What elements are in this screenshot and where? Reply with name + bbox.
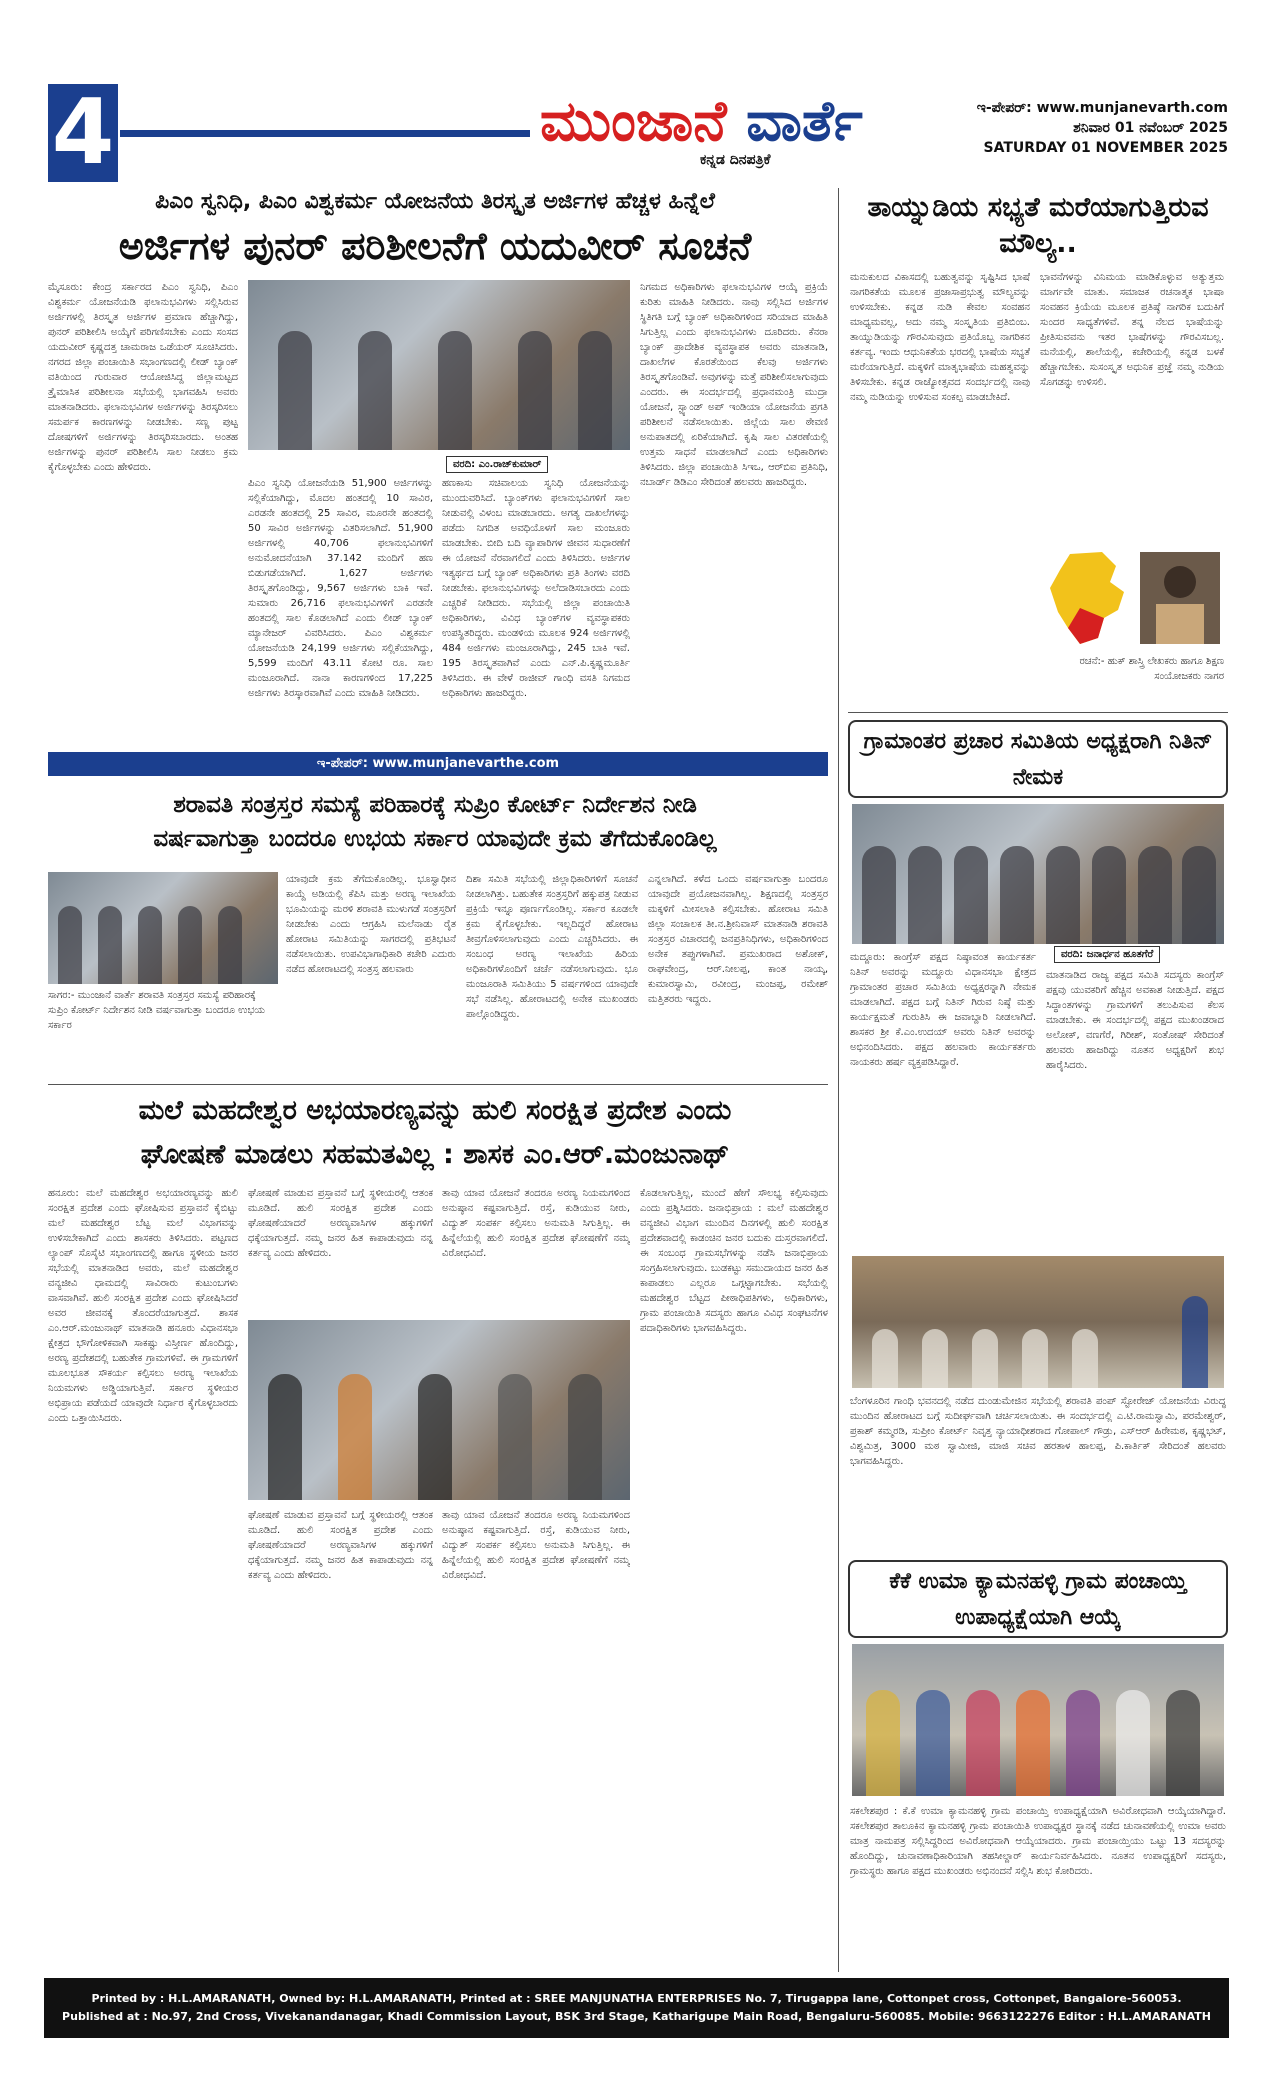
story1-kicker: ಪಿಎಂ ಸ್ವನಿಧಿ, ಪಿಎಂ ವಿಶ್ವಕರ್ಮ ಯೋಜನೆಯ ತಿರಸ್ಕೃತ ಅರ್ಜಿಗಳ ಹೆಚ್ಚಳ ಹಿನ್ನೆಲೆ — [155, 189, 715, 214]
story3-column-2b: ಘೋಷಣೆ ಮಾಡುವ ಪ್ರಸ್ತಾವನೆ ಬಗ್ಗೆ ಸ್ಥಳೀಯರಲ್ಲಿ ಆತಂಕ ಮೂಡಿದೆ. ಹುಲಿ ಸಂರಕ್ಷಿತ ಪ್ರದೇಶ ಎಂದು ಘೋಷಣೆಯಾದರೆ ಅರಣ್ಯವಾಸಿಗಳ ಹಕ್ಕುಗಳಿಗೆ ಧಕ್ಕೆಯಾಗುತ್ತದೆ. ನಮ್ಮ ಜನರ ಹಿತ ಕಾಪಾಡುವುದು ನನ್ನ ಕರ್ತವ್ಯ ಎಂದು ಹೇಳಿದರು. — [248, 1510, 433, 1581]
side1-rule — [848, 712, 1228, 713]
masthead-epaper: ಇ-ಪೇಪರ್: www.munjanevarth.com — [976, 100, 1228, 116]
masthead-info — [920, 98, 1228, 158]
imprint-footer — [44, 1978, 1229, 2038]
story2-rule — [48, 1084, 828, 1085]
karnataka-map-graphic — [1040, 548, 1224, 648]
story1-column-2: ಪಿಎಂ ಸ್ವನಿಧಿ ಯೋಜನೆಯಡಿ 51,900 ಅರ್ಜಿಗಳನ್ನು ಸಲ್ಲಿಕೆಯಾಗಿದ್ದು, ಮೊದಲ ಹಂತದಲ್ಲಿ 10 ಸಾವಿರ, ಎರಡನೇ ಹಂತದಲ್ಲಿ 25 ಸಾವಿರ, ಮೂರನೇ ಹಂತದಲ್ಲಿ 50 ಸಾವಿರ ಅರ್ಜಿಗಳನ್ನು ವಿತರಿಸಲಾಗಿದೆ. 51,900 ಅರ್ಜಿಗಳಲ್ಲಿ 40,706 ಫಲಾನುಭವಿಗಳಿಗೆ ಅನುಮೋದನೆಯಾಗಿ 37.142 ಮಂದಿಗೆ ಹಣ ಬಿಡುಗಡೆಯಾಗಿದೆ. 1,627 ಅರ್ಜಿಗಳು ತಿರಸ್ಕೃತಗೊಂಡಿದ್ದು, 9,567 ಅರ್ಜಿಗಳು ಬಾಕಿ ಇವೆ. ಸುಮಾರು 26,716 ಫಲಾನುಭವಿಗಳಿಗೆ ಎರಡನೇ ಹಂತದಲ್ಲಿ ಸಾಲ ಕೊಡಲಾಗಿದೆ ಎಂದು ಲೀಡ್ ಬ್ಯಾಂಕ್ ಮ್ಯಾನೇಜರ್ ವಿವರಿಸಿದರು. ಪಿಎಂ ವಿಶ್ವಕರ್ಮ ಯೋಜನೆಯಡಿ 24,199 ಅರ್ಜಿಗಳು ಸಲ್ಲಿಕೆಯಾಗಿದ್ದು, 5,599 ಮಂದಿಗೆ 43.11 ಕೋಟಿ ರೂ. ಸಾಲ ಮಂಜೂರಾಗಿದೆ. ನಾನಾ ಕಾರಣಗಳಿಂದ 17,225 ಅರ್ಜಿಗಳು ತಿರಸ್ಕಾರವಾಗಿವೆ ಎಂದು ಮಾಹಿತಿ ನೀಡಿದರು. — [248, 478, 433, 699]
side2-column-2: ಮಾತನಾಡಿದ ರಾಜ್ಯ ಪಕ್ಷದ ಸಮಿತಿ ಸದಸ್ಯರು ಕಾಂಗ್ರೆಸ್ ಪಕ್ಷವು ಯುವಕರಿಗೆ ಹೆಚ್ಚಿನ ಅವಕಾಶ ನೀಡುತ್ತಿದೆ. ಪಕ್ಷದ ಸಿದ್ಧಾಂತಗಳನ್ನು ಗ್ರಾಮಗಳಿಗೆ ತಲುಪಿಸುವ ಕೆಲಸ ಮಾಡಬೇಕು. ಈ ಸಂದರ್ಭದಲ್ಲಿ ಪಕ್ಷದ ಮುಖಂಡರಾದ ಅಲೋಕ್, ವಣಗೆರೆ, ಗಿರೀಶ್, ಸಂತೋಷ್ ಸೇರಿದಂತೆ ಹಲವರು ಹಾಜರಿದ್ದು ನೂತನ ಅಧ್ಯಕ್ಷರಿಗೆ ಶುಭ ಹಾರೈಸಿದರು. — [1046, 970, 1224, 1071]
side2-headline: ಗ್ರಾಮಾಂತರ ಪ್ರಚಾರ ಸಮಿತಿಯ ಅಧ್ಯಕ್ಷರಾಗಿ ನಿತಿನ್ ನೇಮಕ — [848, 720, 1228, 798]
side1-column-1: ಮನುಕುಲದ ವಿಕಾಸದಲ್ಲಿ ಬಹುತ್ವವನ್ನು ಸೃಷ್ಟಿಸಿದ ಭಾಷೆ ನಾಗರಿಕತೆಯ ಮೂಲಕ ಪ್ರಜಾಸಾಪ್ರಭುತ್ವ ಮೌಲ್ಯವನ್ನು ಉಳಿಸಬೇಕು. ಕನ್ನಡ ನುಡಿ ಕೇವಲ ಸಂವಹನ ಮಾಧ್ಯಮವಲ್ಲ, ಅದು ನಮ್ಮ ಸಂಸ್ಕೃತಿಯ ಪ್ರತಿಬಿಂಬ. ತಾಯ್ನುಡಿಯನ್ನು ಗೌರವಿಸುವುದು ಪ್ರತಿಯೊಬ್ಬ ನಾಗರಿಕನ ಕರ್ತವ್ಯ. ಇಂದು ಆಧುನಿಕತೆಯ ಭರದಲ್ಲಿ ಭಾಷೆಯ ಸಭ್ಯತೆ ಮರೆಯಾಗುತ್ತಿದೆ. ಮಕ್ಕಳಿಗೆ ಮಾತೃಭಾಷೆಯ ಮಹತ್ವವನ್ನು ತಿಳಿಸಬೇಕು. ಕನ್ನಡ ರಾಜ್ಯೋತ್ಸವದ ಸಂದರ್ಭದಲ್ಲಿ ನಾವು ನಮ್ಮ ನುಡಿಯನ್ನು ಉಳಿಸುವ ಸಂಕಲ್ಪ ಮಾಡಬೇಕಿದೆ. — [850, 272, 1030, 403]
story3-photo — [248, 1320, 630, 1500]
side4-photo — [852, 1644, 1224, 1796]
story2-column-1: ಯಾವುದೇ ಕ್ರಮ ತೆಗೆದುಕೊಂಡಿಲ್ಲ. ಭೂಸ್ವಾಧೀನ ಕಾಯ್ದೆ ಅಡಿಯಲ್ಲಿ ಕೆಪಿಸಿ ಮತ್ತು ಅರಣ್ಯ ಇಲಾಖೆಯ ಭೂಮಿಯನ್ನು ಮರಳಿ ಶರಾವತಿ ಮುಳುಗಡೆ ಸಂತ್ರಸ್ತರಿಗೆ ನೀಡಬೇಕು ಎಂದು ಆಗ್ರಹಿಸಿ ಮಲೆನಾಡು ರೈತ ಹೋರಾಟ ಸಮಿತಿಯನ್ನು ಸಾಗರದಲ್ಲಿ ಪ್ರತಿಭಟನೆ ನಡೆಸಲಾಯಿತು. ಉಪವಿಭಾಗಾಧಿಕಾರಿ ಕಚೇರಿ ಎದುರು ನಡೆದ ಹೋರಾಟದಲ್ಲಿ ಸಂತ್ರಸ್ತ ಹಲವಾರು — [286, 874, 456, 975]
story3-column-1: ಹನೂರು: ಮಲೆ ಮಹದೇಶ್ವರ ಅಭಯಾರಣ್ಯವನ್ನು ಹುಲಿ ಸಂರಕ್ಷಿತ ಪ್ರದೇಶ ಎಂದು ಘೋಷಿಸುವ ಪ್ರಸ್ತಾವನೆ ಕೈಬಿಟ್ಟು ಮಲೆ ಮಹದೇಶ್ವರ ಬೆಟ್ಟ ಮಲೆ ವಿಭಾಗವನ್ನು ಉಳಿಸಬೇಕಾಗಿದೆ ಎಂದು ಶಾಸಕರು ತಿಳಿಸಿದರು. ಪಟ್ಟಣದ ಲ್ಯಾಂಪ್ ಸೊಸೈಟಿ ಸಭಾಂಗಣದಲ್ಲಿ ಹಾಗೂ ಸ್ಥಳೀಯ ಜನರ ಸಭೆಯಲ್ಲಿ ಮಾತನಾಡಿದ ಅವರು, ಮಲೆ ಮಹದೇಶ್ವರ ವನ್ಯಜೀವಿ ಧಾಮದಲ್ಲಿ ಸಾವಿರಾರು ಕುಟುಂಬಗಳು ವಾಸವಾಗಿವೆ. ಹುಲಿ ಸಂರಕ್ಷಿತ ಪ್ರದೇಶ ಎಂದು ಘೋಷಿಸಿದರೆ ಅವರ ಜೀವನಕ್ಕೆ ತೊಂದರೆಯಾಗುತ್ತದೆ. ಶಾಸಕ ಎಂ.ಆರ್.ಮಂಜುನಾಥ್ ಮಾತನಾಡಿ ಹನೂರು ವಿಧಾನಸಭಾ ಕ್ಷೇತ್ರದ ಭೌಗೋಳಿಕವಾಗಿ ಸಾಕಷ್ಟು ವಿಸ್ತೀರ್ಣ ಹೊಂದಿದ್ದು, ಅರಣ್ಯ ಪ್ರದೇಶದಲ್ಲಿ ಬಹುತೇಕ ಗ್ರಾಮಗಳಿವೆ. ಈ ಗ್ರಾಮಗಳಿಗೆ ಮೂಲಭೂತ ಸೌಕರ್ಯ ಕಲ್ಪಿಸಲು ಅರಣ್ಯ ಇಲಾಖೆಯ ನಿಯಮಗಳು ಅಡ್ಡಿಯಾಗುತ್ತಿವೆ. ಸರ್ಕಾರ ಸ್ಥಳೀಯರ ಅಭಿಪ್ರಾಯ ಪಡೆಯದೆ ಯಾವುದೇ ನಿರ್ಧಾರ ಕೈಗೊಳ್ಳಬಾರದು ಎಂದು ಒತ್ತಾಯಿಸಿದರು. — [48, 1188, 238, 1424]
side3-photo — [852, 1256, 1224, 1388]
story3-headline-2: ಘೋಷಣೆ ಮಾಡಲು ಸಹಮತವಿಲ್ಲ : ಶಾಸಕ ಎಂ.ಆರ್.ಮಂಜುನಾಥ್ — [140, 1139, 730, 1170]
story2-headline-2: ವರ್ಷವಾಗುತ್ತಾ ಬಂದರೂ ಉಭಯ ಸರ್ಕಾರ ಯಾವುದೇ ಕ್ರಮ ತೆಗೆದುಕೊಂಡಿಲ್ಲ — [153, 826, 717, 852]
story1-headline: ಅರ್ಜಿಗಳ ಪುನರ್ ಪರಿಶೀಲನೆಗೆ ಯದುವೀರ್ ಸೂಚನೆ — [118, 224, 752, 268]
story3-column-4: ಕೊಡಲಾಗುತ್ತಿಲ್ಲ, ಮುಂದೆ ಹೇಗೆ ಸೌಲಭ್ಯ ಕಲ್ಪಿಸುವುದು ಎಂದು ಪ್ರಶ್ನಿಸಿದರು. ಜನಾಭಿಪ್ರಾಯ : ಮಲೆ ಮಹದೇಶ್ವರ ವನ್ಯಜೀವಿ ವಿಭಾಗ ಮುಂದಿನ ದಿನಗಳಲ್ಲಿ ಹುಲಿ ಸಂರಕ್ಷಿತ ಪ್ರದೇಶವಾದಲ್ಲಿ ಕಾಡಂಚಿನ ಜನರ ಬದುಕು ದುಸ್ತರವಾಗಲಿದೆ. ಈ ಸಂಬಂಧ ಗ್ರಾಮಸಭೆಗಳನ್ನು ನಡೆಸಿ ಜನಾಭಿಪ್ರಾಯ ಸಂಗ್ರಹಿಸಲಾಗುವುದು. ಬುಡಕಟ್ಟು ಸಮುದಾಯದ ಜನರ ಹಿತ ಕಾಪಾಡಲು ಎಲ್ಲರೂ ಒಗ್ಗಟ್ಟಾಗಬೇಕು. ಸಭೆಯಲ್ಲಿ ಮಹದೇಶ್ವರ ಬೆಟ್ಟದ ಪೀಠಾಧಿಪತಿಗಳು, ಅಧಿಕಾರಿಗಳು, ಗ್ರಾಮ ಪಂಚಾಯಿತಿ ಸದಸ್ಯರು ಹಾಗೂ ವಿವಿಧ ಸಂಘಟನೆಗಳ ಪದಾಧಿಕಾರಿಗಳು ಭಾಗವಹಿಸಿದ್ದರು. — [640, 1188, 828, 1334]
masthead-date-en: SATURDAY 01 NOVEMBER 2025 — [983, 140, 1228, 156]
side4-headline: ಕೆಕೆ ಉಮಾ ಕ್ಯಾಮನಹಳ್ಳಿ ಗ್ರಾಮ ಪಂಚಾಯ್ತಿ ಉಪಾಧ್ಯಕ್ಷೆಯಾಗಿ ಆಯ್ಕೆ — [848, 1560, 1228, 1638]
imprint-line-1: Printed by : H.L.AMARANATH, Owned by: H.L.AMARANATH, Printed at : SREE MANJUNATHA ENTERPRISES No. 7, Tirugappa lane, Cottonpet cross, Cottonpet, Bangalore-560053. — [91, 1992, 1182, 2005]
story3-headline-1: ಮಲೆ ಮಹದೇಶ್ವರ ಅಭಯಾರಣ್ಯವನ್ನು ಹುಲಿ ಸಂರಕ್ಷಿತ ಪ್ರದೇಶ ಎಂದು — [138, 1095, 732, 1126]
side1-author: ರಚನೆ:- ಹುಕ್ ಶಾಸ್ತ್ರಿ ಲೇಖಕರು ಹಾಗೂ ಶಿಕ್ಷಣ ಸಂಯೋಜಕರು ನಾಗರ — [1079, 656, 1224, 682]
story2-photo — [48, 872, 278, 984]
side3-caption: ಬೆಂಗಳೂರಿನ ಗಾಂಧಿ ಭವನದಲ್ಲಿ ನಡೆದ ದುಂಡುಮೇಜಿನ ಸಭೆಯಲ್ಲಿ ಶರಾವತಿ ಪಂಪ್ ಸ್ಟೋರೇಜ್ ಯೋಜನೆಯ ವಿರುದ್ಧ ಮುಂದಿನ ಹೋರಾಟದ ಬಗ್ಗೆ ಸುದೀರ್ಘವಾಗಿ ಚರ್ಚಿಸಲಾಯಿತು. ಈ ಸಂದರ್ಭದಲ್ಲಿ ಎ.ಟಿ.ರಾಮಸ್ವಾಮಿ, ಪರಮೇಶ್ವರ್, ಪ್ರಕಾಶ್ ಕಮ್ಮರಡಿ, ಸುಪ್ರೀಂ ಕೋರ್ಟ್ ನಿವೃತ್ತ ನ್ಯಾಯಾಧೀಶರಾದ ಗೋಪಾಲ್ ಗೌಡ್ರು, ಎಸ್‌ಆರ್ ಹಿರೇಮಠ, ಕೃಷ್ಣಭಟ್, ವಿಶ್ವಮಿತ್ರ, 3000 ಮಠ ಸ್ವಾಮೀಜಿ, ಮಾಜಿ ಸಚಿವ ಹರತಾಳ ಹಾಲಪ್ಪ, ಪಿ.ಕಾರ್ತಿಕ್ ಸೇರಿದಂತೆ ಹಲವರು ಭಾಗವಹಿಸಿದ್ದರು. — [850, 1396, 1226, 1467]
author-photo-body — [1156, 604, 1204, 644]
side1-headline: ತಾಯ್ನುಡಿಯ ಸಭ್ಯತೆ ಮರೆಯಾಗುತ್ತಿರುವ ಮೌಲ್ಯ.. — [867, 192, 1209, 259]
story3-column-2: ಘೋಷಣೆ ಮಾಡುವ ಪ್ರಸ್ತಾವನೆ ಬಗ್ಗೆ ಸ್ಥಳೀಯರಲ್ಲಿ ಆತಂಕ ಮೂಡಿದೆ. ಹುಲಿ ಸಂರಕ್ಷಿತ ಪ್ರದೇಶ ಎಂದು ಘೋಷಣೆಯಾದರೆ ಅರಣ್ಯವಾಸಿಗಳ ಹಕ್ಕುಗಳಿಗೆ ಧಕ್ಕೆಯಾಗುತ್ತದೆ. ನಮ್ಮ ಜನರ ಹಿತ ಕಾಪಾಡುವುದು ನನ್ನ ಕರ್ತವ್ಯ ಎಂದು ಹೇಳಿದರು. — [248, 1188, 433, 1259]
author-photo-head — [1164, 566, 1196, 598]
epaper-band: ಇ-ಪೇಪರ್: www.munjanevarthe.com — [48, 752, 828, 776]
story3-column-3: ತಾವು ಯಾವ ಯೋಜನೆ ತಂದರೂ ಅರಣ್ಯ ನಿಯಮಗಳಿಂದ ಅನುಷ್ಠಾನ ಕಷ್ಟವಾಗುತ್ತಿದೆ. ರಸ್ತೆ, ಕುಡಿಯುವ ನೀರು, ವಿದ್ಯುತ್ ಸಂಪರ್ಕ ಕಲ್ಪಿಸಲು ಅನುಮತಿ ಸಿಗುತ್ತಿಲ್ಲ. ಈ ಹಿನ್ನೆಲೆಯಲ್ಲಿ ಹುಲಿ ಸಂರಕ್ಷಿತ ಪ್ರದೇಶ ಘೋಷಣೆಗೆ ನಮ್ಮ ವಿರೋಧವಿದೆ. — [442, 1188, 630, 1259]
story2-column-3: ಎನ್ನಲಾಗಿದೆ. ಕಳೆದ ಒಂದು ವರ್ಷವಾಗುತ್ತಾ ಬಂದರೂ ಯಾವುದೇ ಪ್ರಯೋಜನವಾಗಿಲ್ಲ. ಶಿಕ್ಷಣದಲ್ಲಿ ಸಂತ್ರಸ್ತರ ಮಕ್ಕಳಿಗೆ ಮೀಸಲಾತಿ ಕಲ್ಪಿಸಬೇಕು. ಹೋರಾಟ ಸಮಿತಿ ಜಿಲ್ಲಾ ಸಂಚಾಲಕ ತೀ.ನ.ಶ್ರೀನಿವಾಸ್ ಮಾತನಾಡಿ ಶರಾವತಿ ಸಂತ್ರಸ್ತರ ವಿಚಾರದಲ್ಲಿ ಜನಪ್ರತಿನಿಧಿಗಳು, ಅಧಿಕಾರಿಗಳಿಂದ ಅನೇಕ ತಪ್ಪುಗಳಾಗಿವೆ. ಪ್ರಮುಖರಾದ ಅಶೋಕ್, ರಾಘವೇಂದ್ರ, ಆರ್.ನೀಲಪ್ಪ, ಕಾಂತ ನಾಯ್ಕ, ಕುಮಾರಸ್ವಾಮಿ, ರವೀಂದ್ರ, ಮಂಜಪ್ಪ, ರಮೇಶ್ ಮತ್ತಿತರರು ಇದ್ದರು. — [648, 874, 828, 1005]
story2-headline-1: ಶರಾವತಿ ಸಂತ್ರಸ್ತರ ಸಮಸ್ಯೆ ಪರಿಹಾರಕ್ಕೆ ಸುಪ್ರಿಂ ಕೋರ್ಟ್ ನಿರ್ದೇಶನ ನೀಡಿ — [173, 792, 697, 818]
masthead-date-kn: ಶನಿವಾರ 01 ನವೆಂಬರ್ 2025 — [1073, 120, 1228, 136]
side1-column-2: ಭಾವನೆಗಳನ್ನು ವಿನಿಮಯ ಮಾಡಿಕೊಳ್ಳುವ ಅತ್ಯುತ್ತಮ ಮಾರ್ಗವೇ ಮಾತು. ಸಮಾಜಕ ರಚನಾತ್ಮಕ ಭಾಷಾ ಸಂವಹನ ಕ್ರಿಯೆಯ ಮೂಲಕ ಪ್ರತಿಷ್ಠೆ ನಾಗರಿಕ ಬದುಕಿಗೆ ಸುಂದರ ಸಾಧ್ಯತೆಗಳಿವೆ. ತನ್ನ ನೆಲದ ಭಾಷೆಯನ್ನು ಪ್ರೀತಿಸುವವನು ಇತರ ಭಾಷೆಗಳನ್ನು ಗೌರವಿಸಬಲ್ಲ. ಮನೆಯಲ್ಲಿ, ಶಾಲೆಯಲ್ಲಿ, ಕಚೇರಿಯಲ್ಲಿ ಕನ್ನಡ ಬಳಕೆ ಹೆಚ್ಚಾಗಬೇಕು. ಸುಸಂಸ್ಕೃತ ಅಧುನಿಕ ಪ್ರಜ್ಞೆ ನಮ್ಮ ನುಡಿಯ ಸೊಗಡನ್ನು ಉಳಿಸಲಿ. — [1040, 272, 1224, 388]
side2-photo — [852, 804, 1224, 944]
story2-caption: ಸಾಗರ:- ಮುಂಜಾನೆ ವಾರ್ತೆ ಶರಾವತಿ ಸಂತ್ರಸ್ತರ ಸಮಸ್ಯೆ ಪರಿಹಾರಕ್ಕೆ ಸುಪ್ರಿಂ ಕೋರ್ಟ್ ನಿರ್ದೇಶನ ನೀಡಿ ವರ್ಷವಾಗುತ್ತಾ ಬಂದರೂ ಉಭಯ ಸರ್ಕಾರ — [48, 990, 265, 1031]
story3-column-3b: ತಾವು ಯಾವ ಯೋಜನೆ ತಂದರೂ ಅರಣ್ಯ ನಿಯಮಗಳಿಂದ ಅನುಷ್ಠಾನ ಕಷ್ಟವಾಗುತ್ತಿದೆ. ರಸ್ತೆ, ಕುಡಿಯುವ ನೀರು, ವಿದ್ಯುತ್ ಸಂಪರ್ಕ ಕಲ್ಪಿಸಲು ಅನುಮತಿ ಸಿಗುತ್ತಿಲ್ಲ. ಈ ಹಿನ್ನೆಲೆಯಲ್ಲಿ ಹುಲಿ ಸಂರಕ್ಷಿತ ಪ್ರದೇಶ ಘೋಷಣೆಗೆ ನಮ್ಮ ವಿರೋಧವಿದೆ. — [442, 1510, 630, 1581]
masthead-title — [540, 89, 863, 154]
side2-column-1: ಮದ್ದೂರು: ಕಾಂಗ್ರೆಸ್ ಪಕ್ಷದ ನಿಷ್ಠಾವಂತ ಕಾರ್ಯಕರ್ತ ನಿತಿನ್ ಅವರನ್ನು ಮದ್ದೂರು ವಿಧಾನಸಭಾ ಕ್ಷೇತ್ರದ ಗ್ರಾಮಾಂತರ ಪ್ರಚಾರ ಸಮಿತಿಯ ಅಧ್ಯಕ್ಷರನ್ನಾಗಿ ನೇಮಕ ಮಾಡಲಾಗಿದೆ. ಪಕ್ಷದ ಬಗ್ಗೆ ನಿತಿನ್ ಗಿರುವ ನಿಷ್ಠೆ ಮತ್ತು ಕಾರ್ಯಕ್ಷಮತೆ ಗುರುತಿಸಿ ಈ ಜವಾಬ್ದಾರಿ ನೀಡಲಾಗಿದೆ. ಶಾಸಕರ ಶ್ರೀ ಕೆ.ಎಂ.ಉದಯ್ ಅವರು ನಿತಿನ್ ಅವರನ್ನು ಅಭಿನಂದಿಸಿದರು. ಪಕ್ಷದ ಹಲವಾರು ಕಾರ್ಯಕರ್ತರು ನಾಯಕರು ಹರ್ಷ ವ್ಯಕ್ತಪಡಿಸಿದ್ದಾರೆ. — [850, 952, 1036, 1068]
story1-photo-credit: ವರದಿ: ಎಂ.ರಾಜ್‌ಕುಮಾರ್ — [446, 456, 548, 473]
story2-column-2: ದಿಶಾ ಸಮಿತಿ ಸಭೆಯಲ್ಲಿ ಜಿಲ್ಲಾಧಿಕಾರಿಗಳಿಗೆ ಸೂಚನೆ ನೀಡಲಾಗಿತ್ತು. ಬಹುತೇಕ ಸಂತ್ರಸ್ತರಿಗೆ ಹಕ್ಕುಪತ್ರ ನೀಡುವ ಪ್ರಕ್ರಿಯೆ ಇನ್ನೂ ಪೂರ್ಣಗೊಂಡಿಲ್ಲ. ಸರ್ಕಾರ ಕೂಡಲೇ ಕ್ರಮ ಕೈಗೊಳ್ಳಬೇಕು. ಇಲ್ಲದಿದ್ದರೆ ಹೋರಾಟ ತೀವ್ರಗೊಳಿಸಲಾಗುವುದು ಎಂದು ಎಚ್ಚರಿಸಿದರು. ಈ ಸಂಬಂಧ ಅರಣ್ಯ ಇಲಾಖೆಯ ಹಿರಿಯ ಅಧಿಕಾರಿಗಳೊಂದಿಗೆ ಚರ್ಚೆ ನಡೆಸಲಾಗುವುದು. ಭೂ ಮಂಜೂರಾತಿ ಸಮಿತಿಯು 5 ವರ್ಷಗಳಿಂದ ಯಾವುದೇ ಸಭೆ ನಡೆಸಿಲ್ಲ. ಹೋರಾಟದಲ್ಲಿ ಅನೇಕ ಮುಖಂಡರು ಪಾಲ್ಗೊಂಡಿದ್ದರು. — [466, 874, 638, 1020]
masthead-title-part1: ಮುಂಜಾನೆ — [540, 89, 727, 154]
story1-column-3: ಹಣಕಾಸು ಸಚಿವಾಲಯ ಸ್ವನಿಧಿ ಯೋಜನೆಯನ್ನು ಮುಂದುವರಿಸಿದೆ. ಬ್ಯಾಂಕ್‌ಗಳು ಫಲಾನುಭವಿಗಳಿಗೆ ಸಾಲ ನೀಡುವಲ್ಲಿ ವಿಳಂಬ ಮಾಡಬಾರದು. ಅಗತ್ಯ ದಾಖಲೆಗಳನ್ನು ಪಡೆದು ನಿಗದಿತ ಅವಧಿಯೊಳಗೆ ಸಾಲ ಮಂಜೂರು ಮಾಡಬೇಕು. ಬೀದಿ ಬದಿ ವ್ಯಾಪಾರಿಗಳ ಜೀವನ ಸುಧಾರಣೆಗೆ ಈ ಯೋಜನೆ ನೆರವಾಗಲಿದೆ ಎಂದು ತಿಳಿಸಿದರು. ಅರ್ಜಿಗಳ ಇತ್ಯರ್ಥದ ಬಗ್ಗೆ ಬ್ಯಾಂಕ್ ಅಧಿಕಾರಿಗಳು ಪ್ರತಿ ತಿಂಗಳು ವರದಿ ನೀಡಬೇಕು. ಫಲಾನುಭವಿಗಳನ್ನು ಅಲೆದಾಡಿಸಬಾರದು ಎಂದು ಎಚ್ಚರಿಕೆ ನೀಡಿದರು. ಸಭೆಯಲ್ಲಿ ಜಿಲ್ಲಾ ಪಂಚಾಯಿತಿ ಅಧಿಕಾರಿಗಳು, ವಿವಿಧ ಬ್ಯಾಂಕ್‌ಗಳ ವ್ಯವಸ್ಥಾಪಕರು ಉಪಸ್ಥಿತರಿದ್ದರು. ಮಂಡಳಿಯ ಮೂಲಕ 924 ಅರ್ಜಿಗಳಲ್ಲಿ 484 ಅರ್ಜಿಗಳು ಮಂಜೂರಾಗಿದ್ದು, 245 ಬಾಕಿ ಇವೆ. 195 ತಿರಸ್ಕೃತವಾಗಿವೆ ಎಂದು ಎನ್.ಪಿ.ಕೃಷ್ಣಮೂರ್ತಿ ತಿಳಿಸಿದರು. ಈ ವೇಳೆ ರಾಜೀವ್ ಗಾಂಧಿ ವಸತಿ ನಿಗಮದ ಅಧಿಕಾರಿಗಳು ಹಾಜರಿದ್ದರು. — [442, 478, 630, 699]
story1-column-4: ನಿಗಮದ ಅಧಿಕಾರಿಗಳು ಫಲಾನುಭವಿಗಳ ಆಯ್ಕೆ ಪ್ರಕ್ರಿಯೆ ಕುರಿತು ಮಾಹಿತಿ ನೀಡಿದರು. ನಾವು ಸಲ್ಲಿಸಿದ ಅರ್ಜಿಗಳ ಸ್ಥಿತಿಗತಿ ಬಗ್ಗೆ ಬ್ಯಾಂಕ್ ಅಧಿಕಾರಿಗಳಿಂದ ಸರಿಯಾದ ಮಾಹಿತಿ ಸಿಗುತ್ತಿಲ್ಲ ಎಂದು ಫಲಾನುಭವಿಗಳು ದೂರಿದರು. ಕೆನರಾ ಬ್ಯಾಂಕ್ ಪ್ರಾದೇಶಿಕ ವ್ಯವಸ್ಥಾಪಕ ಅವರು ಮಾತನಾಡಿ, ದಾಖಲೆಗಳ ಕೊರತೆಯಿಂದ ಕೆಲವು ಅರ್ಜಿಗಳು ತಿರಸ್ಕೃತಗೊಂಡಿವೆ. ಅವುಗಳನ್ನು ಮತ್ತೆ ಪರಿಶೀಲಿಸಲಾಗುವುದು ಎಂದರು. ಈ ಸಂದರ್ಭದಲ್ಲಿ ಪ್ರಧಾನಮಂತ್ರಿ ಮುದ್ರಾ ಯೋಜನೆ, ಸ್ಟ್ಯಾಂಡ್ ಅಪ್ ಇಂಡಿಯಾ ಯೋಜನೆಯ ಪ್ರಗತಿ ಪರಿಶೀಲನೆ ನಡೆಸಲಾಯಿತು. ಜಿಲ್ಲೆಯ ಸಾಲ ಠೇವಣಿ ಅನುಪಾತದಲ್ಲಿ ಏರಿಕೆಯಾಗಿದೆ. ಕೃಷಿ ಸಾಲ ವಿತರಣೆಯಲ್ಲಿ ಉತ್ತಮ ಸಾಧನೆ ಮಾಡಲಾಗಿದೆ ಎಂದು ಅಧಿಕಾರಿಗಳು ತಿಳಿಸಿದರು. ಜಿಲ್ಲಾ ಪಂಚಾಯಿತಿ ಸಿಇಒ, ಆರ್‌ಬಿಐ ಪ್ರತಿನಿಧಿ, ನಬಾರ್ಡ್ ಡಿಡಿಎಂ ಸೇರಿದಂತೆ ಹಲವರು ಹಾಜರಿದ್ದರು. — [640, 282, 828, 488]
page-number: 4 — [48, 84, 118, 182]
masthead-subtitle: ಕನ್ನಡ ದಿನಪತ್ರಿಕೆ — [700, 152, 771, 168]
imprint-line-2: Published at : No.97, 2nd Cross, Vivekanandanagar, Khadi Commission Layout, BSK 3rd Stage, Katharigupe Main Road, Bengaluru-560085. Mobile: 9663122276 Editor : H.L.AMARANATH — [62, 2010, 1211, 2023]
side4-column-1: ಸಕಲೇಶಪುರ : ಕೆ.ಕೆ ಉಮಾ ಕ್ಯಾಮನಹಳ್ಳಿ ಗ್ರಾಮ ಪಂಚಾಯ್ತಿ ಉಪಾಧ್ಯಕ್ಷೆಯಾಗಿ ಅವಿರೋಧವಾಗಿ ಆಯ್ಕೆಯಾಗಿದ್ದಾರೆ. ಸಕಲೇಶಪುರ ತಾಲೂಕಿನ ಕ್ಯಾಮನಹಳ್ಳಿ ಗ್ರಾಮ ಪಂಚಾಯಿತಿ ಉಪಾಧ್ಯಕ್ಷರ ಸ್ಥಾನಕ್ಕೆ ನಡೆದ ಚುನಾವಣೆಯಲ್ಲಿ ಉಮಾ ಅವರು ಮಾತ್ರ ನಾಮಪತ್ರ ಸಲ್ಲಿಸಿದ್ದರಿಂದ ಅವಿರೋಧವಾಗಿ ಆಯ್ಕೆಯಾದರು. ಗ್ರಾಮ ಪಂಚಾಯ್ತಿಯು ಒಟ್ಟು 13 ಸದಸ್ಯರನ್ನು ಹೊಂದಿದ್ದು, ಚುನಾವಣಾಧಿಕಾರಿಯಾಗಿ ತಹಸೀಲ್ದಾರ್ ಕಾರ್ಯನಿರ್ವಹಿಸಿದರು. ನೂತನ ಉಪಾಧ್ಯಕ್ಷರಿಗೆ ಸದಸ್ಯರು, ಗ್ರಾಮಸ್ಥರು ಹಾಗೂ ಪಕ್ಷದ ಮುಖಂಡರು ಅಭಿನಂದನೆ ಸಲ್ಲಿಸಿ ಶುಭ ಕೋರಿದರು. — [850, 1806, 1226, 1877]
masthead-rule — [120, 130, 530, 137]
main-sidebar-divider — [838, 188, 839, 1972]
story1-column-1: ಮೈಸೂರು: ಕೇಂದ್ರ ಸರ್ಕಾರದ ಪಿಎಂ ಸ್ವನಿಧಿ, ಪಿಎಂ ವಿಶ್ವಕರ್ಮ ಯೋಜನೆಯಡಿ ಫಲಾನುಭವಿಗಳು ಸಲ್ಲಿಸಿರುವ ಅರ್ಜಿಗಳಲ್ಲಿ ತಿರಸ್ಕೃತ ಅರ್ಜಿಗಳ ಪ್ರಮಾಣ ಹೆಚ್ಚಾಗಿದ್ದು, ಪುನರ್ ಪರಿಶೀಲಿಸಿ ಅಯ್ಕೆಗೆ ಪರಿಗಣಿಸಬೇಕು ಎಂದು ಸಂಸದ ಯದುವೀರ್ ಕೃಷ್ಣದತ್ತ ಚಾಮರಾಜ ಒಡೆಯರ್ ಸೂಚಿಸಿದರು. ನಗರದ ಜಿಲ್ಲಾ ಪಂಚಾಯಿತಿ ಸಭಾಂಗಣದಲ್ಲಿ ಲೀಡ್ ಬ್ಯಾಂಕ್ ವತಿಯಿಂದ ಗುರುವಾರ ಆಯೋಜಿಸಿದ್ದ ಜಿಲ್ಲಾಮಟ್ಟದ ತ್ರೈಮಾಸಿಕ ಪರಿಶೀಲನಾ ಸಭೆಯಲ್ಲಿ ಭಾಗವಹಿಸಿ ಅವರು ಮಾತನಾಡಿದರು. ಫಲಾನುಭವಿಗಳ ಅರ್ಜಿಗಳನ್ನು ತಿರಸ್ಕರಿಸಲು ಸಮರ್ಪಕ ಕಾರಣಗಳನ್ನು ನೀಡಬೇಕು. ಸಣ್ಣ ಪುಟ್ಟ ದೋಷಗಳಿಗೆ ಅರ್ಜಿಗಳನ್ನು ತಿರಸ್ಕರಿಸಬಾರದು. ಅಂತಹ ಅರ್ಜಿಗಳನ್ನು ಪುನರ್ ಪರಿಶೀಲಿಸಿ ಸಾಲ ನೀಡಲು ಕ್ರಮ ಕೈಗೊಳ್ಳಬೇಕು ಎಂದು ಹೇಳಿದರು. — [48, 282, 238, 473]
story1-photo — [248, 280, 630, 450]
side2-photo-credit: ವರದಿ: ಜನಾರ್ಧನ ಹೂತಗೆರೆ — [1054, 946, 1160, 963]
masthead-title-part2: ವಾರ್ತೆ — [746, 89, 863, 154]
